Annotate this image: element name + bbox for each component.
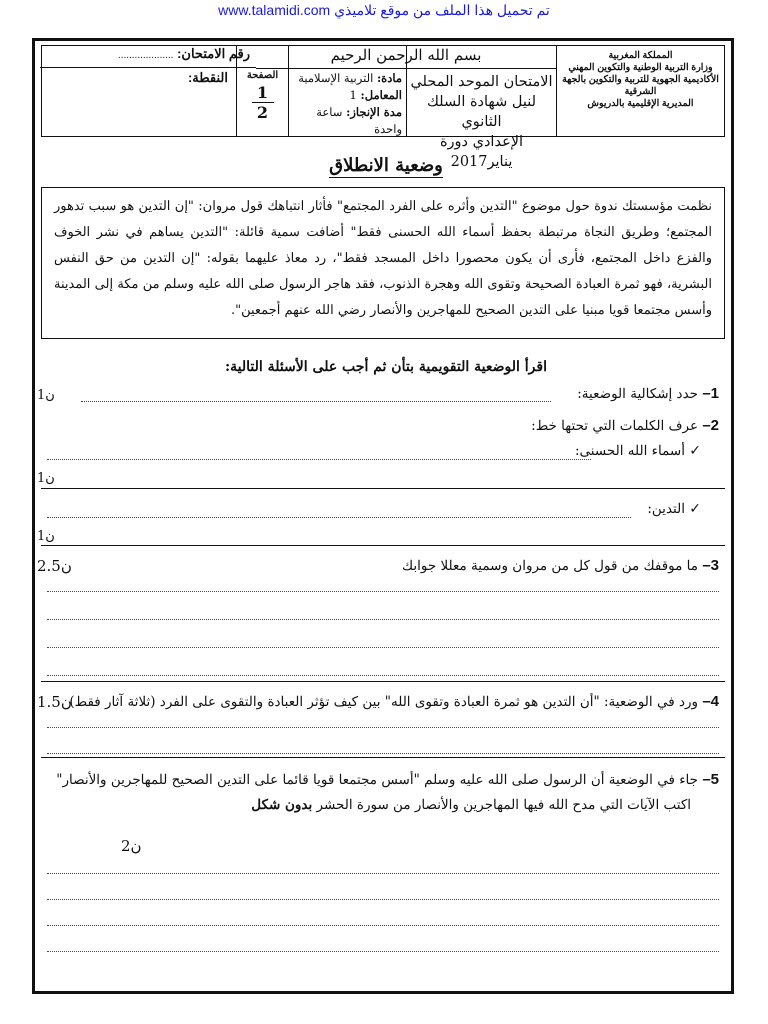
- page-number-block: الصفحة 1 2: [236, 46, 288, 136]
- bismillah: بسم الله الرحمن الرحيم: [256, 46, 556, 69]
- exam-line: لنيل شهادة السلك الثانوي: [426, 94, 537, 130]
- answer-line[interactable]: [47, 925, 719, 926]
- answer-line[interactable]: [47, 675, 719, 676]
- answer-line[interactable]: [47, 459, 591, 460]
- exam-line: الإعدادي دورة يناير2017: [439, 134, 524, 170]
- divider: [41, 488, 725, 489]
- points-q2-1: 1ن: [37, 471, 55, 486]
- exam-page: [32, 38, 734, 994]
- points-q5: 2ن: [121, 837, 142, 855]
- situation-text: نظمت مؤسستك ندوة حول موضوع "التدين وأثره على الفرد المجتمع" فأثار انتباهك قول مروان: "إن التدين هو سبب تدهور المجتمع؛ وطريق النجاة مرتبطة بحفظ أسماء الله الحسنى فقط" أضافت سمية قائلة: "التدين يساهم في نشر الخوف والفزع داخل المجتمع، فأرى أن يكون محصورا داخل المسجد فقط"، رد معاذ عليهما بقوله: "إن التدين من حق النفس البشرية، فهو ثمرة العبادة الصحيحة وتقوى الله وهجرة الذنوب، فقد هاجر الرسول صلى الله عليه وسلم من مكة إلى المدينة وأسس مجتمعا قويا مبنيا على التدين الصحيح للمهاجرين والأنصار رضي الله عنهم أجمعين".: [41, 187, 725, 339]
- ministry-block: [556, 46, 724, 136]
- ministry-line: وزارة التربية الوطنية والتكوين المهني: [568, 62, 713, 73]
- check-icon: ✓: [689, 501, 701, 517]
- answer-line[interactable]: [47, 517, 631, 518]
- answer-line[interactable]: [47, 591, 719, 592]
- question-2: 2– عرف الكلمات التي تحتها خط:: [531, 417, 719, 434]
- exam-title-block: [406, 46, 556, 170]
- points-q4: 1.5ن: [37, 693, 72, 711]
- divider: [41, 545, 725, 546]
- answer-line[interactable]: [47, 753, 719, 754]
- subject-block: مادة: التربية الإسلامية المعامل: 1 مدة الإنجاز: ساعة واحدة: [288, 46, 406, 136]
- question-2-item-2: ✓ التدين:: [647, 501, 701, 517]
- question-3: 3– ما موقفك من قول كل من مروان وسمية معللا جوابك: [401, 557, 719, 574]
- source-banner[interactable]: تم تحميل هذا الملف من موقع تلاميذي www.talamidi.com: [218, 2, 550, 18]
- check-icon: ✓: [689, 443, 701, 459]
- points-q2-2: 1ن: [37, 529, 55, 544]
- question-1: 1– حدد إشكالية الوضعية:: [577, 385, 719, 402]
- question-5: 5– جاء في الوضعية أن الرسول صلى الله عليه وسلم "أسس مجتمعا قويا قائما على التدين الصحيح للمهاجرين والأنصار": [56, 771, 719, 788]
- ministry-line: الأكاديمية الجهوية للتربية والتكوين بالجهة الشرقية: [562, 74, 719, 97]
- exam-line: الامتحان الموحد المحلي: [410, 74, 553, 90]
- answer-line[interactable]: [47, 899, 719, 900]
- divider: [41, 757, 725, 758]
- question-4: 4– ورد في الوضعية: "أن التدين هو ثمرة العبادة وتقوى الله" بين كيف تؤثر العبادة والتقوى على الفرد (ثلاثة آثار فقط): [69, 693, 719, 710]
- points-q3: 2.5ن: [37, 557, 72, 575]
- answer-line[interactable]: [47, 951, 719, 952]
- answer-line[interactable]: [47, 619, 719, 620]
- ministry-line: المملكة المغربية: [608, 50, 673, 61]
- answer-line[interactable]: [81, 401, 551, 402]
- answer-line[interactable]: [47, 647, 719, 648]
- divider: [41, 681, 725, 682]
- instruction: اقرأ الوضعية التقويمية بتأن ثم أجب على الأسئلة التالية:: [225, 359, 547, 375]
- exam-number-field: رقم الامتحان: ....................: [40, 46, 256, 68]
- section-title: وضعية الانطلاق: [329, 155, 443, 176]
- question-5-line-2: اكتب الآيات التي مدح الله فيها المهاجرين والأنصار من سورة الحشر بدون شكل: [251, 797, 691, 813]
- score-field: النقطة:: [187, 70, 228, 85]
- question-2-item-1: ✓ أسماء الله الحسنى:: [574, 443, 701, 459]
- ministry-line: المديرية الإقليمية بالدريوش: [587, 98, 694, 109]
- answer-line[interactable]: [47, 873, 719, 874]
- answer-line[interactable]: [47, 727, 719, 728]
- points-q1: 1ن: [37, 388, 55, 403]
